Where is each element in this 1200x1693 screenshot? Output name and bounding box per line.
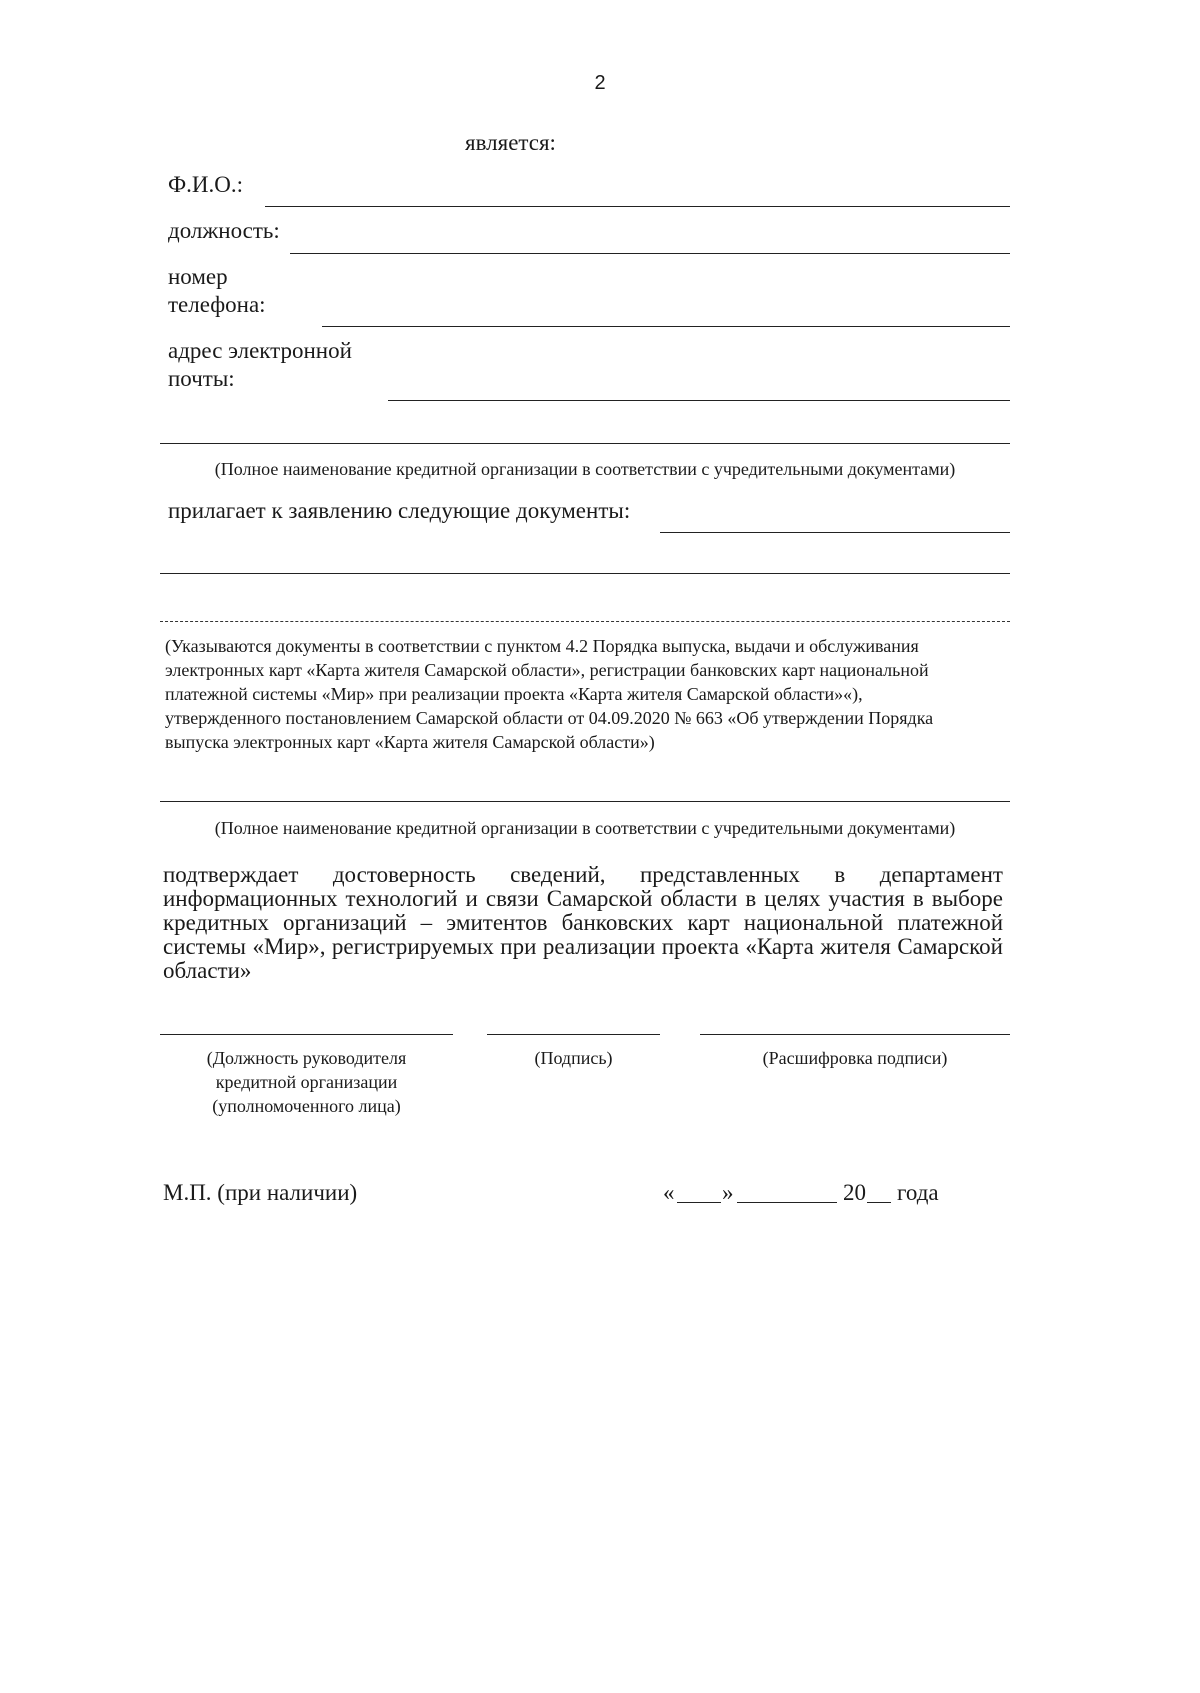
org-name-caption-1: (Полное наименование кредитной организации в соответствии с учредительными документами) (214, 459, 956, 479)
signature-decode-caption: (Расшифровка подписи) (762, 1048, 948, 1068)
docs-input-line-1[interactable] (660, 532, 1010, 533)
date-day-line[interactable] (677, 1202, 721, 1203)
confirm-word: в (834, 862, 846, 887)
fio-label: Ф.И.О.: (168, 172, 244, 197)
signature-position-caption-3: (уполномоченного лица) (212, 1096, 401, 1116)
email-input-line[interactable] (388, 400, 1010, 401)
phone-label-line1: номер (168, 264, 228, 289)
date-year-line[interactable] (867, 1202, 891, 1203)
signature-position-caption-1: (Должность руководителя (206, 1048, 407, 1068)
date-year-prefix: 20 (843, 1180, 866, 1205)
date-open-quote: « (663, 1180, 675, 1205)
email-label-line1: адрес электронной (168, 338, 352, 363)
docs-note-line: выпуска электронных карт «Карта жителя Самарской области») (165, 732, 655, 752)
phone-input-line[interactable] (322, 326, 1010, 327)
confirm-paragraph-line: информационных технологий и связи Самарской области в целях участия в выборе (163, 886, 1003, 911)
position-signature-line[interactable] (160, 1034, 453, 1035)
org-name-line-2[interactable] (160, 801, 1010, 802)
confirm-word: департамент (879, 862, 1003, 887)
confirm-word: сведений, (510, 862, 606, 887)
docs-input-line-2[interactable] (160, 573, 1010, 574)
confirm-paragraph-line: кредитных организаций – эмитентов банковских карт национальной платежной (163, 910, 1003, 935)
docs-note-line: электронных карт «Карта жителя Самарской области», регистрации банковских карт национальной (165, 660, 929, 680)
org-name-line-1[interactable] (160, 443, 1010, 444)
position-label: должность: (168, 218, 280, 243)
org-name-caption-2: (Полное наименование кредитной организации в соответствии с учредительными документами) (214, 818, 956, 838)
confirm-paragraph-line: области» (163, 958, 252, 983)
docs-note-line: утвержденного постановлением Самарской области от 04.09.2020 № 663 «Об утверждении Порядка (165, 708, 934, 728)
docs-note-line: платежной системы «Мир» при реализации проекта «Карта жителя Самарской области»«), (165, 684, 863, 704)
confirm-word: представленных (639, 862, 800, 887)
stamp-text: М.П. (при наличии) (163, 1180, 358, 1205)
page-number: 2 (594, 72, 606, 94)
attaches-text: прилагает к заявлению следующие документы: (168, 498, 631, 523)
signature-caption: (Подпись) (534, 1048, 613, 1068)
intro-text: является: (465, 130, 556, 155)
position-input-line[interactable] (290, 253, 1010, 254)
date-close-quote: » (722, 1180, 734, 1205)
docs-input-line-3[interactable] (160, 621, 1010, 622)
confirm-word: достоверность (332, 862, 476, 887)
signature-position-caption-2: кредитной организации (215, 1072, 398, 1092)
decode-signature-line[interactable] (700, 1034, 1010, 1035)
fio-input-line[interactable] (265, 206, 1010, 207)
docs-note-line: (Указываются документы в соответствии с пунктом 4.2 Порядка выпуска, выдачи и обслуживания (165, 636, 919, 656)
email-label-line2: почты: (168, 366, 235, 391)
date-year-suffix: года (897, 1180, 939, 1205)
confirm-word: подтверждает (163, 862, 299, 887)
confirm-paragraph-line: системы «Мир», регистрируемых при реализации проекта «Карта жителя Самарской (163, 934, 1003, 959)
signature-line[interactable] (487, 1034, 660, 1035)
phone-label-line2: телефона: (168, 292, 266, 317)
date-month-line[interactable] (737, 1202, 837, 1203)
